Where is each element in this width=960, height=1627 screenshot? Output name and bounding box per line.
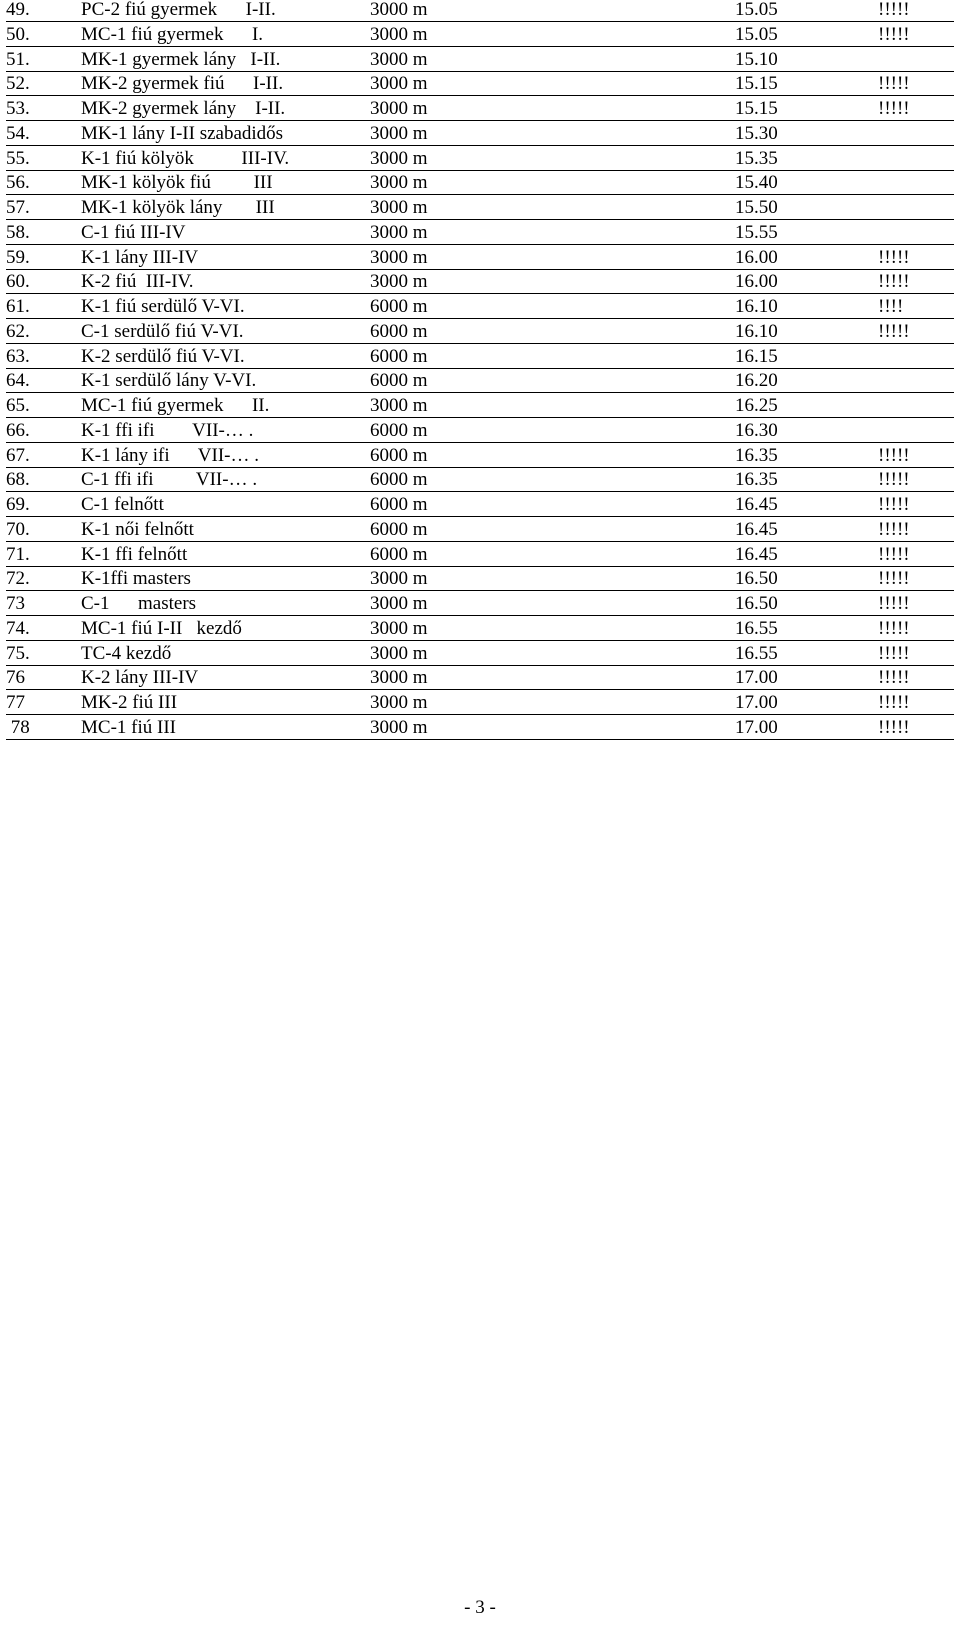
event-distance: 3000 m — [370, 0, 428, 20]
event-time: 17.00 — [735, 667, 778, 689]
event-time: 16.15 — [735, 345, 778, 367]
event-number: 58. — [6, 221, 30, 243]
event-category: TC-4 kezdő — [81, 642, 172, 664]
event-mark: !!!!! — [878, 716, 910, 738]
event-distance: 6000 m — [370, 494, 428, 515]
schedule-row — [4, 594, 956, 619]
event-category: K-1 lány III-IV — [81, 246, 199, 268]
event-category: MC-1 fiú III — [81, 716, 176, 738]
event-number: 67. — [6, 444, 30, 466]
event-distance: 3000 m — [370, 147, 428, 169]
event-number: 71. — [6, 543, 30, 565]
event-number: 68. — [6, 469, 30, 491]
event-distance: 3000 m — [370, 23, 428, 45]
event-category: MC-1 fiú gyermek II. — [81, 395, 270, 416]
event-time: 15.05 — [735, 0, 778, 20]
schedule-row — [4, 74, 956, 99]
event-category: MK-1 kölyök lány III — [81, 197, 275, 218]
event-number: 51. — [6, 48, 30, 70]
schedule-row — [4, 173, 956, 198]
event-category: MC-1 fiú I-II kezdő — [81, 617, 242, 639]
event-time: 15.35 — [735, 147, 778, 169]
event-time: 16.50 — [735, 593, 778, 614]
event-time: 15.40 — [735, 172, 778, 194]
event-mark: !!!!! — [878, 667, 910, 689]
event-number: 66. — [6, 419, 30, 441]
event-time: 15.05 — [735, 23, 778, 45]
schedule-row — [4, 0, 956, 25]
event-number: 56. — [6, 172, 30, 194]
schedule-row — [4, 619, 956, 644]
schedule-row — [4, 668, 956, 693]
event-number: 65. — [6, 395, 30, 416]
event-mark: !!!!! — [878, 98, 910, 119]
event-time: 15.30 — [735, 122, 778, 144]
event-mark: !!!!! — [878, 0, 910, 20]
event-number: 54. — [6, 122, 30, 144]
event-number: 72. — [6, 568, 30, 590]
event-category: MK-1 kölyök fiú III — [81, 172, 273, 194]
event-distance: 3000 m — [370, 271, 428, 293]
event-mark: !!!!! — [878, 593, 910, 614]
event-mark: !!!!! — [878, 73, 910, 95]
event-number: 53. — [6, 98, 30, 119]
event-distance: 3000 m — [370, 667, 428, 689]
event-number: 61. — [6, 296, 30, 317]
event-distance: 6000 m — [370, 469, 428, 491]
event-number: 50. — [6, 23, 30, 45]
event-number: 75. — [6, 642, 30, 664]
event-category: K-1 lány ifi VII-… . — [81, 444, 260, 466]
event-category: MK-2 gyermek lány I-II. — [81, 98, 286, 119]
schedule-row — [4, 545, 956, 570]
event-number: 62. — [6, 320, 30, 342]
schedule-row — [4, 693, 956, 718]
event-number: 78 — [6, 716, 30, 738]
event-time: 16.30 — [735, 419, 778, 441]
schedule-row — [4, 149, 956, 174]
event-number: 57. — [6, 197, 30, 218]
event-category: K-1 ffi ifi VII-… . — [81, 419, 254, 441]
event-category: MC-1 fiú gyermek I. — [81, 23, 264, 45]
event-time: 16.20 — [735, 370, 778, 392]
event-distance: 3000 m — [370, 246, 428, 268]
event-category: K-1 serdülő lány V-VI. — [81, 370, 257, 392]
event-category: K-1 fiú serdülő V-VI. — [81, 296, 245, 317]
event-time: 16.10 — [735, 320, 778, 342]
event-category: K-2 serdülő fiú V-VI. — [81, 345, 245, 367]
event-time: 16.00 — [735, 246, 778, 268]
event-category: C-1 serdülő fiú V-VI. — [81, 320, 244, 342]
schedule-row — [4, 297, 956, 322]
event-mark: !!!!! — [878, 518, 910, 540]
schedule-row — [4, 446, 956, 471]
event-time: 16.00 — [735, 271, 778, 293]
event-number: 73 — [6, 593, 25, 614]
event-number: 70. — [6, 518, 30, 540]
event-distance: 3000 m — [370, 692, 428, 713]
event-mark: !!!!! — [878, 271, 910, 293]
schedule-row — [4, 198, 956, 223]
event-number: 76 — [6, 667, 25, 689]
event-number: 49. — [6, 0, 30, 20]
page-number: - 3 - — [464, 1597, 496, 1618]
schedule-row — [4, 421, 956, 446]
event-distance: 3000 m — [370, 221, 428, 243]
event-distance: 3000 m — [370, 98, 428, 119]
event-category: MK-1 lány I-II szabadidős — [81, 122, 284, 144]
event-category: C-1 felnőtt — [81, 494, 164, 515]
event-time: 16.45 — [735, 518, 778, 540]
event-distance: 6000 m — [370, 320, 428, 342]
schedule-row — [4, 520, 956, 545]
schedule-row — [4, 371, 956, 396]
event-distance: 6000 m — [370, 345, 428, 367]
event-time: 16.10 — [735, 296, 778, 317]
event-mark: !!!!! — [878, 246, 910, 268]
event-time: 16.55 — [735, 617, 778, 639]
event-distance: 6000 m — [370, 543, 428, 565]
event-time: 15.50 — [735, 197, 778, 218]
event-category: K-2 lány III-IV — [81, 667, 199, 689]
event-mark: !!!!! — [878, 494, 910, 515]
event-time: 15.15 — [735, 98, 778, 119]
event-time: 17.00 — [735, 716, 778, 738]
event-time: 16.55 — [735, 642, 778, 664]
event-mark: !!!!! — [878, 568, 910, 590]
event-distance: 3000 m — [370, 73, 428, 95]
event-category: MK-2 gyermek fiú I-II. — [81, 73, 284, 95]
event-distance: 6000 m — [370, 370, 428, 392]
event-number: 74. — [6, 617, 30, 639]
event-time: 16.35 — [735, 444, 778, 466]
event-time: 16.45 — [735, 494, 778, 515]
event-distance: 6000 m — [370, 419, 428, 441]
event-category: C-1 fiú III-IV — [81, 221, 186, 243]
schedule-row — [4, 223, 956, 248]
schedule-row — [4, 470, 956, 495]
event-number: 69. — [6, 494, 30, 515]
event-distance: 3000 m — [370, 395, 428, 416]
event-category: MK-1 gyermek lány I-II. — [81, 48, 281, 70]
event-distance: 3000 m — [370, 568, 428, 590]
event-mark: !!!!! — [878, 469, 910, 491]
event-distance: 3000 m — [370, 642, 428, 664]
event-time: 15.10 — [735, 48, 778, 70]
event-number: 59. — [6, 246, 30, 268]
event-number: 63. — [6, 345, 30, 367]
event-distance: 6000 m — [370, 444, 428, 466]
schedule-row — [4, 272, 956, 297]
event-category: PC-2 fiú gyermek I-II. — [81, 0, 276, 20]
schedule-row — [4, 644, 956, 669]
event-time: 16.45 — [735, 543, 778, 565]
event-number: 55. — [6, 147, 30, 169]
schedule-row — [4, 322, 956, 347]
schedule-row — [4, 50, 956, 75]
event-category: K-1 ffi felnőtt — [81, 543, 188, 565]
event-time: 17.00 — [735, 692, 778, 713]
event-mark: !!!!! — [878, 444, 910, 466]
schedule-row — [4, 248, 956, 273]
event-distance: 3000 m — [370, 172, 428, 194]
schedule-row — [4, 99, 956, 124]
event-category: K-1ffi masters — [81, 568, 191, 590]
event-distance: 3000 m — [370, 122, 428, 144]
event-number: 60. — [6, 271, 30, 293]
event-distance: 3000 m — [370, 593, 428, 614]
schedule-row — [4, 569, 956, 594]
event-number: 52. — [6, 73, 30, 95]
schedule-row — [4, 124, 956, 149]
event-category: K-1 női felnőtt — [81, 518, 194, 540]
event-category: K-2 fiú III-IV. — [81, 271, 194, 293]
event-category: MK-2 fiú III — [81, 692, 178, 713]
event-distance: 6000 m — [370, 296, 428, 317]
event-mark: !!!!! — [878, 543, 910, 565]
event-distance: 3000 m — [370, 48, 428, 70]
schedule-row — [4, 495, 956, 520]
event-mark: !!!!! — [878, 617, 910, 639]
event-category: K-1 fiú kölyök III-IV. — [81, 147, 290, 169]
event-time: 16.35 — [735, 469, 778, 491]
event-mark: !!!!! — [878, 320, 910, 342]
event-distance: 3000 m — [370, 716, 428, 738]
event-mark: !!!! — [878, 296, 904, 317]
event-mark: !!!!! — [878, 23, 910, 45]
event-time: 16.50 — [735, 568, 778, 590]
event-number: 64. — [6, 370, 30, 392]
event-time: 15.15 — [735, 73, 778, 95]
schedule-row — [4, 718, 956, 743]
event-time: 15.55 — [735, 221, 778, 243]
event-distance: 3000 m — [370, 197, 428, 218]
event-time: 16.25 — [735, 395, 778, 416]
event-mark: !!!!! — [878, 692, 910, 713]
event-distance: 6000 m — [370, 518, 428, 540]
event-category: C-1 masters — [81, 593, 197, 614]
event-mark: !!!!! — [878, 642, 910, 664]
event-category: C-1 ffi ifi VII-… . — [81, 469, 258, 491]
schedule-row — [4, 25, 956, 50]
event-number: 77 — [6, 692, 25, 713]
schedule-row — [4, 347, 956, 372]
event-distance: 3000 m — [370, 617, 428, 639]
schedule-row — [4, 396, 956, 421]
